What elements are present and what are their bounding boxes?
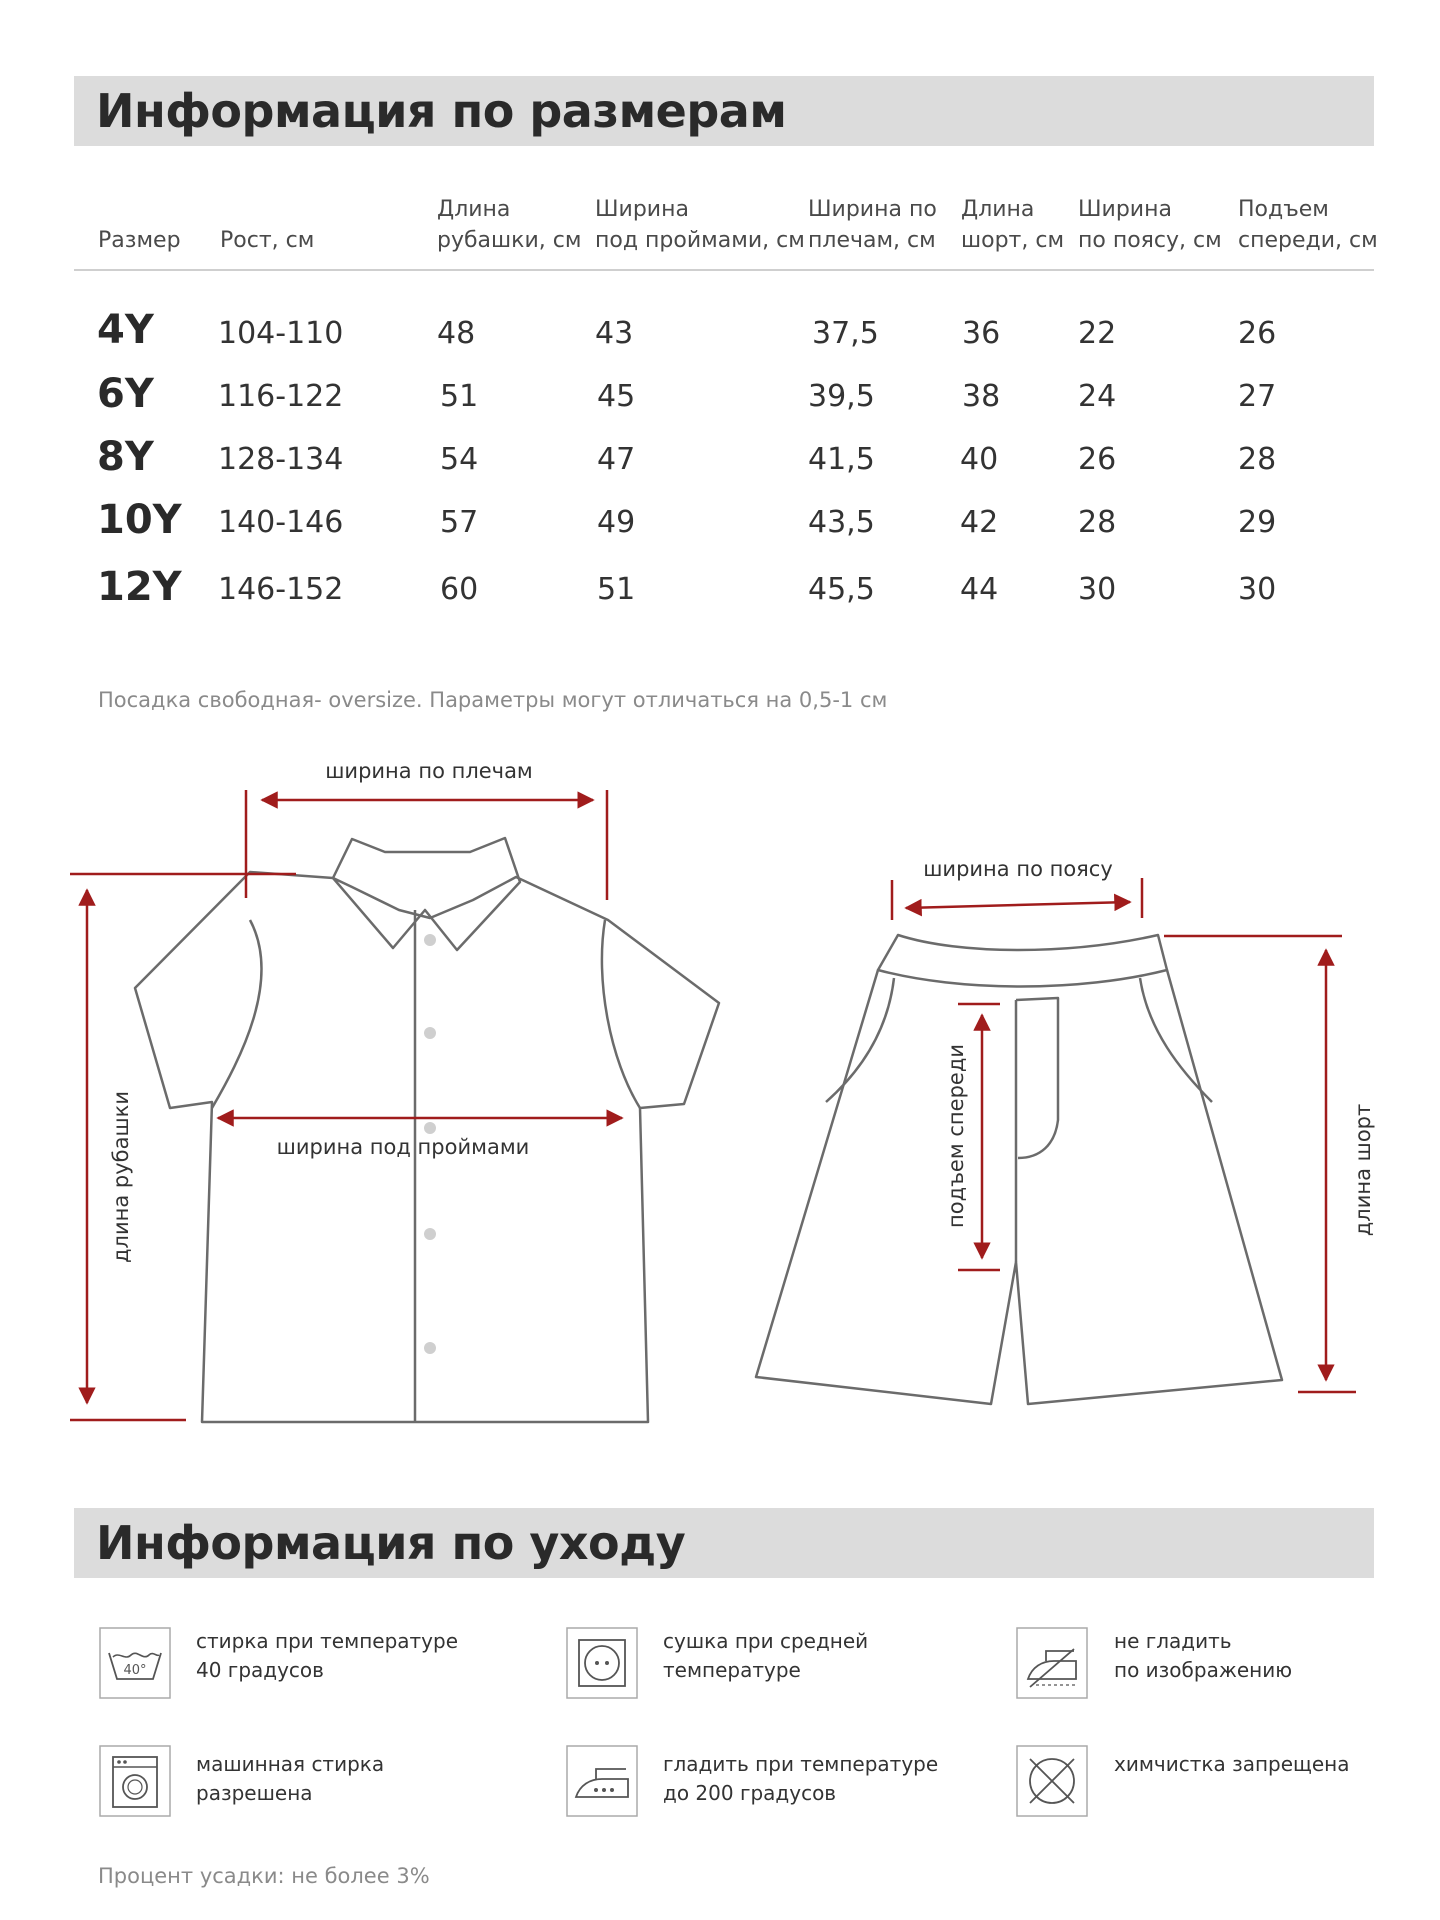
no-dry-clean-icon xyxy=(1016,1745,1088,1817)
size-info-header-band xyxy=(74,76,1374,146)
shirt-length-cell: 54 xyxy=(440,442,479,477)
shoulder-width-label: ширина по плечам xyxy=(325,759,533,783)
shirt-length-measure xyxy=(70,874,296,1420)
waist-width-cell: 30 xyxy=(1078,572,1117,607)
waist-width-label: ширина по поясу xyxy=(923,857,1113,881)
care-info-title: Информация по уходу xyxy=(96,1516,686,1570)
armpit-width-cell: 51 xyxy=(597,572,636,607)
shirt-length-label: длина рубашки xyxy=(109,1091,133,1263)
machine-wash-icon xyxy=(99,1745,171,1817)
armpit-width-cell: 45 xyxy=(597,379,636,414)
col-header-height: Рост, см xyxy=(220,228,315,253)
height-cell: 104-110 xyxy=(218,316,344,351)
shorts-length-cell: 38 xyxy=(962,379,1001,414)
shirt-length-cell: 60 xyxy=(440,572,479,607)
height-cell: 146-152 xyxy=(218,572,344,607)
waist-width-measure xyxy=(892,878,1142,920)
care-text-iron: гладить при температуре до 200 градусов xyxy=(663,1752,939,1805)
waist-width-cell: 22 xyxy=(1078,316,1117,351)
shorts-length-measure xyxy=(1164,936,1356,1392)
col-header-size: Размер xyxy=(98,228,181,253)
armpit-width-label: ширина под проймами xyxy=(276,1135,530,1159)
shirt-length-cell: 57 xyxy=(440,505,479,540)
front-rise-label: подъем спереди xyxy=(944,1044,968,1228)
front-rise-cell: 26 xyxy=(1238,316,1277,351)
front-rise-cell: 27 xyxy=(1238,379,1277,414)
size-cell: 4Y xyxy=(97,307,154,353)
shoulder-width-cell: 39,5 xyxy=(808,379,875,414)
col-header-waist-width: Ширина по поясу, см xyxy=(1078,197,1222,253)
iron-200-icon xyxy=(566,1745,638,1817)
wash-40-icon xyxy=(99,1627,171,1699)
waist-width-cell: 24 xyxy=(1078,379,1117,414)
shorts-length-label: длина шорт xyxy=(1351,1103,1375,1237)
front-rise-cell: 30 xyxy=(1238,572,1277,607)
shorts-length-cell: 42 xyxy=(960,505,999,540)
do-not-iron-print-icon xyxy=(1016,1627,1088,1699)
shoulder-width-cell: 41,5 xyxy=(808,442,875,477)
size-cell: 6Y xyxy=(97,371,154,417)
armpit-width-cell: 43 xyxy=(595,316,634,351)
front-rise-cell: 28 xyxy=(1238,442,1277,477)
size-cell: 12Y xyxy=(97,564,182,610)
shrinkage-note: Процент усадки: не более 3% xyxy=(98,1864,430,1888)
care-text-tumble-dry: сушка при средней температуре xyxy=(663,1629,869,1682)
size-cell: 10Y xyxy=(97,497,182,543)
col-header-front-rise: Подъем спереди, см xyxy=(1238,197,1378,253)
shoulder-width-cell: 43,5 xyxy=(808,505,875,540)
height-cell: 116-122 xyxy=(218,379,344,414)
table-header-divider xyxy=(74,269,1374,271)
care-text-wash: стирка при температуре 40 градусов xyxy=(196,1629,459,1682)
shirt-length-cell: 51 xyxy=(440,379,479,414)
shoulder-width-cell: 37,5 xyxy=(812,316,879,351)
armpit-width-cell: 47 xyxy=(597,442,636,477)
shirt-length-cell: 48 xyxy=(437,316,476,351)
height-cell: 140-146 xyxy=(218,505,344,540)
shorts-length-cell: 44 xyxy=(960,572,999,607)
shorts-outline xyxy=(756,935,1282,1404)
col-header-shorts-length: Длина шорт, см xyxy=(961,197,1065,253)
col-header-shirt-length: Длина рубашки, см xyxy=(437,197,582,253)
col-header-armpit-width: Ширина под проймами, см xyxy=(595,197,805,253)
col-header-shoulder-width: Ширина по плечам, см xyxy=(808,197,937,253)
wash-temp-label: 40° xyxy=(123,1663,147,1678)
care-text-no-dry-clean: химчистка запрещена xyxy=(1114,1752,1350,1776)
front-rise-cell: 29 xyxy=(1238,505,1277,540)
fit-note: Посадка свободная- oversize. Параметры могут отличаться на 0,5-1 см xyxy=(98,688,888,712)
size-info-title: Информация по размерам xyxy=(96,84,787,138)
waist-width-cell: 28 xyxy=(1078,505,1117,540)
care-text-machine-wash: машинная стирка разрешена xyxy=(196,1752,385,1805)
armpit-width-cell: 49 xyxy=(597,505,636,540)
shoulder-width-cell: 45,5 xyxy=(808,572,875,607)
waist-width-cell: 26 xyxy=(1078,442,1117,477)
size-cell: 8Y xyxy=(97,434,154,480)
shoulder-width-measure xyxy=(246,790,607,900)
care-info-header-band xyxy=(74,1508,1374,1578)
care-text-no-iron: не гладить по изображению xyxy=(1114,1629,1293,1682)
garment-measurement-diagram xyxy=(0,740,1440,1460)
shorts-length-cell: 40 xyxy=(960,442,999,477)
height-cell: 128-134 xyxy=(218,442,344,477)
tumble-dry-medium-icon xyxy=(566,1627,638,1699)
shorts-length-cell: 36 xyxy=(962,316,1001,351)
